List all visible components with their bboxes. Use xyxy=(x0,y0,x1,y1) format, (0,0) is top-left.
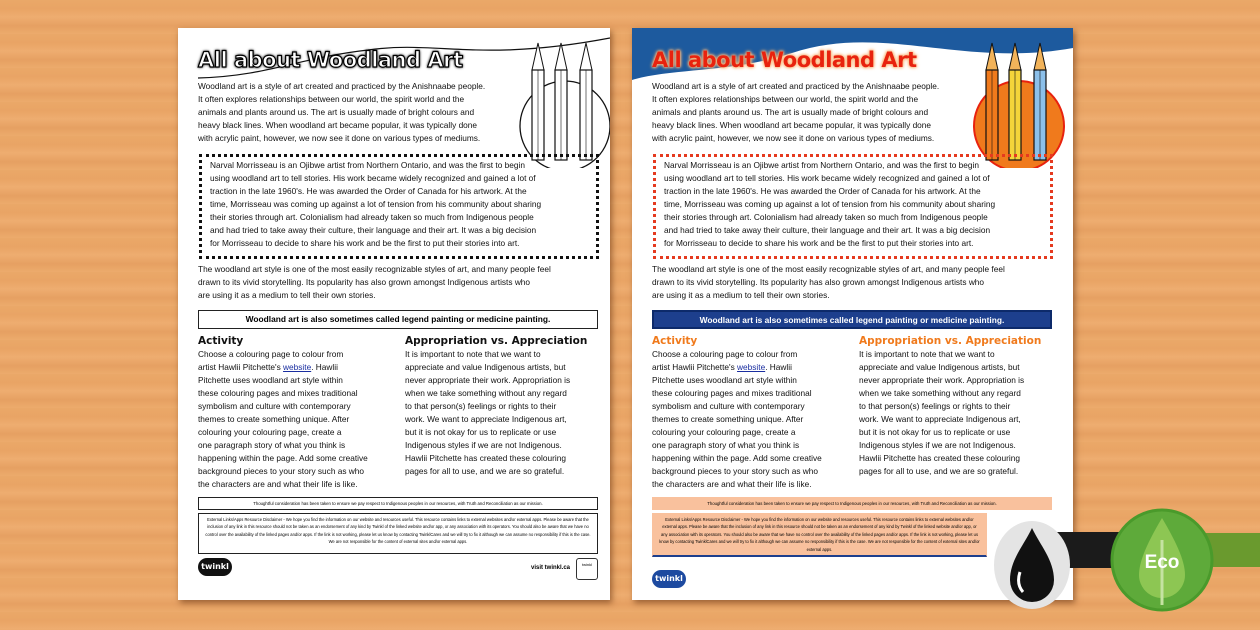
text-line: to that person(s) feelings or rights to their xyxy=(405,401,557,411)
text-line: background pieces to your story such as who xyxy=(652,466,819,476)
intro-paragraph xyxy=(198,80,485,145)
text-line: The woodland art style is one of the most easily recognizable styles of art, and many people feel xyxy=(198,264,551,274)
text-line: themes to create something unique. After xyxy=(198,414,350,424)
style-paragraph xyxy=(652,263,1005,302)
morrisseau-paragraph xyxy=(210,159,588,250)
text-line: the characters are and what their life is like. xyxy=(652,479,812,489)
activity-heading: Activity xyxy=(198,335,244,347)
twinkl-logo: twinkl xyxy=(198,558,232,576)
text-line: but it is not okay for us to replicate or use xyxy=(405,427,557,437)
disclaimer: External Links/Apps Resource Disclaimer - We hope you find the information on our website and resources useful. This resource contains links to external websites and/or external apps. Please be aware that the inclusion of any link in this resource should not be taken as an endorsement of any kind by Twinkl of the linked website and/or app, or any association with its operators. You should also be aware that we have no control over the availability of the linked pages and/or apps. If the link is not working, please let us know by contacting TwinklCares and we will try to fix it although we can assume no responsibility if this is the case. We are not responsible for the content of external sites and/or external apps. xyxy=(198,513,598,554)
text-line: symbolism and culture with contemporary xyxy=(198,401,351,411)
worksheet-black-white xyxy=(178,28,610,600)
pencils-icon xyxy=(986,43,1046,160)
eco-label: Eco xyxy=(1144,552,1180,573)
text-line: colouring your colouring page, create a xyxy=(198,427,342,437)
text-line: themes to create something unique. After xyxy=(652,414,804,424)
appropriation-section xyxy=(405,335,587,478)
eco-badge xyxy=(990,500,1260,620)
disclaimer: External Links/Apps Resource Disclaimer - We hope you find the information on our website and resources useful. This resource contains links to external websites and/or external apps. Please be aware that the inclusion of any link in this resource should not be taken as an endorsement of any kind by Twinkl of the linked website and/or app, or any association with its operators. You should also be aware that we have no control over the availability of the linked pages and/or apps. If the link is not working, please let us know by contacting TwinklCares and we will try to fix it although we can assume no responsibility if this is the case. We are not responsible for the content of external sites and/or external apps. xyxy=(652,513,987,557)
text-line: are using it as a medium to tell their own stories. xyxy=(652,290,830,300)
activity-section xyxy=(652,335,822,491)
text-line: Woodland art is a style of art created and practiced by the Anishnaabe people. xyxy=(652,81,940,91)
text-line: The woodland art style is one of the most easily recognizable styles of art, and many people feel xyxy=(652,264,1005,274)
text-line: using woodland art to tell stories. His work became widely recognized and gained a lot of xyxy=(210,173,536,183)
activity-text xyxy=(198,348,368,491)
twinkl-seal: twinkl xyxy=(576,558,598,580)
text-line: Indigenous styles if we are not Indigenous. xyxy=(859,440,1016,450)
text-line: Choose a colouring page to colour from xyxy=(198,349,344,359)
activity-heading: Activity xyxy=(652,335,698,347)
appropriation-text xyxy=(405,348,587,478)
text-line: the characters are and what their life is like. xyxy=(198,479,358,489)
text-line: Narval Morrisseau is an Ojibwe artist from Northern Ontario, and was the first to begin xyxy=(210,160,525,170)
text-line: for Morrisseau to decide to share his work and be the first to put their stories into art. xyxy=(210,238,520,248)
text-line: Pitchette uses woodland art style within xyxy=(198,375,343,385)
text-line: background pieces to your story such as who xyxy=(198,466,365,476)
text-line: pages for all to use, and we are so grateful. xyxy=(405,466,565,476)
appropriation-text xyxy=(859,348,1041,478)
text-line: and had tried to take away their culture, their language and their art. It was a big decision xyxy=(210,225,537,235)
text-line: and had tried to take away their culture, their language and their art. It was a big decision xyxy=(664,225,991,235)
text-line: appreciate and value Indigenous artists, but xyxy=(405,362,566,372)
text-line: colouring your colouring page, create a xyxy=(652,427,796,437)
text-line: It often explores relationships between our world, the spirit world and the xyxy=(198,94,465,104)
fact-banner: Woodland art is also sometimes called legend painting or medicine painting. xyxy=(652,310,1052,329)
page-title: All about Woodland Art xyxy=(652,48,917,72)
text-line: their stories through art. Colonialism had already taken so much from Indigenous people xyxy=(664,212,988,222)
text-line: symbolism and culture with contemporary xyxy=(652,401,805,411)
text-line: when we take something without any regard xyxy=(859,388,1021,398)
text-line: one paragraph story of what you think is xyxy=(198,440,346,450)
website-link[interactable]: website xyxy=(737,362,766,372)
appropriation-section xyxy=(859,335,1041,478)
text-line: Narval Morrisseau is an Ojibwe artist from Northern Ontario, and was the first to begin xyxy=(664,160,979,170)
text-line: are using it as a medium to tell their own stories. xyxy=(198,290,376,300)
text-line: work. We want to appreciate Indigenous art, xyxy=(859,414,1021,424)
text-line: Pitchette uses woodland art style within xyxy=(652,375,797,385)
text-line: animals and plants around us. The art is usually made of bright colours and xyxy=(652,107,929,117)
text-line: happening within the page. Add some creative xyxy=(198,453,368,463)
text-line: happening within the page. Add some creative xyxy=(652,453,822,463)
text-line: time, Morrisseau was coming up against a lot of tension from his community about sharing xyxy=(664,199,996,209)
text-line: Woodland art is a style of art created and practiced by the Anishnaabe people. xyxy=(198,81,486,91)
text-line: heavy black lines. When woodland art became popular, it was typically done xyxy=(652,120,932,130)
text-line: It is important to note that we want to xyxy=(405,349,541,359)
text-line: traction in the late 1960's. He was awarded the Order of Canada for his artwork. At the xyxy=(664,186,981,196)
morrisseau-box xyxy=(653,154,1053,259)
twinkl-logo: twinkl xyxy=(652,570,686,588)
text-line: It often explores relationships between our world, the spirit world and the xyxy=(652,94,919,104)
morrisseau-box xyxy=(199,154,599,259)
activity-section xyxy=(198,335,368,491)
text-line: heavy black lines. When woodland art became popular, it was typically done xyxy=(198,120,478,130)
text-line: artist Hawlii Pitchette's website. Hawlii xyxy=(198,362,338,372)
text-line: for Morrisseau to decide to share his work and be the first to put their stories into art. xyxy=(664,238,974,248)
pencils-icon xyxy=(532,43,592,160)
fact-banner: Woodland art is also sometimes called legend painting or medicine painting. xyxy=(198,310,598,329)
style-paragraph xyxy=(198,263,551,302)
text-line: Hawlii Pitchette has created these colouring xyxy=(859,453,1020,463)
text-line: drawn to its vivid storytelling. Its popularity has also grown amongst Indigenous artists who xyxy=(652,277,985,287)
appropriation-heading: Appropriation vs. Appreciation xyxy=(405,335,588,347)
text-line: It is important to note that we want to xyxy=(859,349,995,359)
mission-statement: Thoughtful consideration has been taken to ensure we pay respect to Indigenous peoples in our resources, with Truth and Reconciliation as our mission. xyxy=(652,497,1052,510)
text-line: Hawlii Pitchette has created these colouring xyxy=(405,453,566,463)
text-line: these colouring pages and mixes traditional xyxy=(198,388,358,398)
text-line: traction in the late 1960's. He was awarded the Order of Canada for his artwork. At the xyxy=(210,186,527,196)
text-line: these colouring pages and mixes traditional xyxy=(652,388,812,398)
text-line: but it is not okay for us to replicate or use xyxy=(859,427,1011,437)
text-line: with acrylic paint, however, we now see it done on various types of mediums. xyxy=(652,133,935,143)
text-line: never appropriate their work. Appropriation is xyxy=(859,375,1025,385)
text-line: animals and plants around us. The art is usually made of bright colours and xyxy=(198,107,475,117)
morrisseau-paragraph xyxy=(664,159,1042,250)
text-line: drawn to its vivid storytelling. Its popularity has also grown amongst Indigenous artists who xyxy=(198,277,531,287)
mission-statement: Thoughtful consideration has been taken to ensure we pay respect to Indigenous peoples in our resources, with Truth and Reconciliation as our mission. xyxy=(198,497,598,510)
activity-text xyxy=(652,348,822,491)
text-line: never appropriate their work. Appropriation is xyxy=(405,375,571,385)
website-link[interactable]: website xyxy=(283,362,312,372)
text-line: when we take something without any regard xyxy=(405,388,567,398)
text-line: Indigenous styles if we are not Indigenous. xyxy=(405,440,562,450)
appropriation-heading: Appropriation vs. Appreciation xyxy=(859,335,1042,347)
intro-paragraph xyxy=(652,80,939,145)
text-line: their stories through art. Colonialism had already taken so much from Indigenous people xyxy=(210,212,534,222)
page-title: All about Woodland Art xyxy=(198,48,463,72)
text-line: Choose a colouring page to colour from xyxy=(652,349,798,359)
text-line: using woodland art to tell stories. His work became widely recognized and gained a lot of xyxy=(664,173,990,183)
text-line: with acrylic paint, however, we now see it done on various types of mediums. xyxy=(198,133,481,143)
visit-link[interactable]: visit twinkl.ca xyxy=(530,565,570,571)
text-line: pages for all to use, and we are so grateful. xyxy=(859,466,1019,476)
text-line: artist Hawlii Pitchette's website. Hawlii xyxy=(652,362,792,372)
text-line: work. We want to appreciate Indigenous art, xyxy=(405,414,567,424)
text-line: one paragraph story of what you think is xyxy=(652,440,800,450)
text-line: to that person(s) feelings or rights to their xyxy=(859,401,1011,411)
text-line: appreciate and value Indigenous artists, but xyxy=(859,362,1020,372)
text-line: time, Morrisseau was coming up against a lot of tension from his community about sharing xyxy=(210,199,542,209)
